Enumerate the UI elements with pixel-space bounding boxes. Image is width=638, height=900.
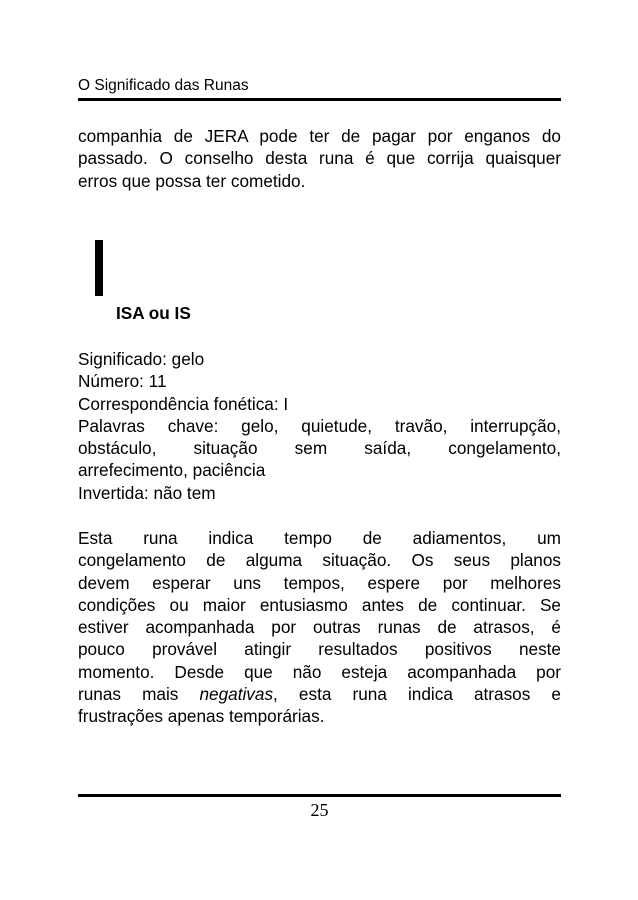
description-line: devem esperar uns tempos, espere por melhores — [78, 572, 561, 593]
description-line: condições ou maior entusiasmo antes de continuar. Se — [78, 594, 561, 615]
attribute-meaning: Significado: gelo — [78, 349, 205, 369]
emphasized-word: negativas — [199, 684, 274, 705]
header-rule — [78, 98, 561, 101]
attributes-block — [78, 348, 561, 504]
rune-title: ISA ou IS — [116, 303, 191, 323]
footer-rule — [78, 794, 561, 797]
attribute-inverted: Invertida: não tem — [78, 482, 216, 503]
isa-rune-icon — [95, 240, 103, 296]
description-paragraph — [78, 527, 561, 728]
attribute-number: Número: 11 — [78, 371, 167, 392]
description-text: , esta runa indica atrasos e — [273, 684, 561, 705]
running-header: O Significado das Runas — [78, 77, 249, 94]
description-line: frustrações apenas temporárias. — [78, 706, 325, 727]
intro-line: companhia de JERA pode ter de pagar por enganos do — [78, 126, 561, 146]
description-text: runas mais — [78, 684, 179, 705]
description-line: Esta runa indica tempo de adiamentos, um — [78, 528, 561, 548]
attribute-phonetic: Correspondência fonética: I — [78, 393, 289, 414]
description-line: momento. Desde que não esteja acompanhada por — [78, 661, 561, 682]
attribute-keywords: Palavras chave: gelo, quietude, travão, interrupção, — [78, 415, 561, 436]
attribute-keywords: arrefecimento, paciência — [78, 460, 266, 481]
description-line: pouco provável atingir resultados positivos neste — [78, 639, 561, 660]
description-line — [78, 683, 561, 705]
description-line: estiver acompanhada por outras runas de atrasos, é — [78, 617, 561, 638]
book-page — [78, 0, 561, 900]
description-line: congelamento de alguma situação. Os seus planos — [78, 550, 561, 571]
intro-line: passado. O conselho desta runa é que corrija quaisquer — [78, 148, 561, 169]
attribute-keywords: obstáculo, situação sem saída, congelamento, — [78, 438, 561, 459]
intro-line: erros que possa ter cometido. — [78, 170, 306, 191]
intro-paragraph — [78, 125, 561, 192]
page-number: 25 — [310, 800, 329, 820]
